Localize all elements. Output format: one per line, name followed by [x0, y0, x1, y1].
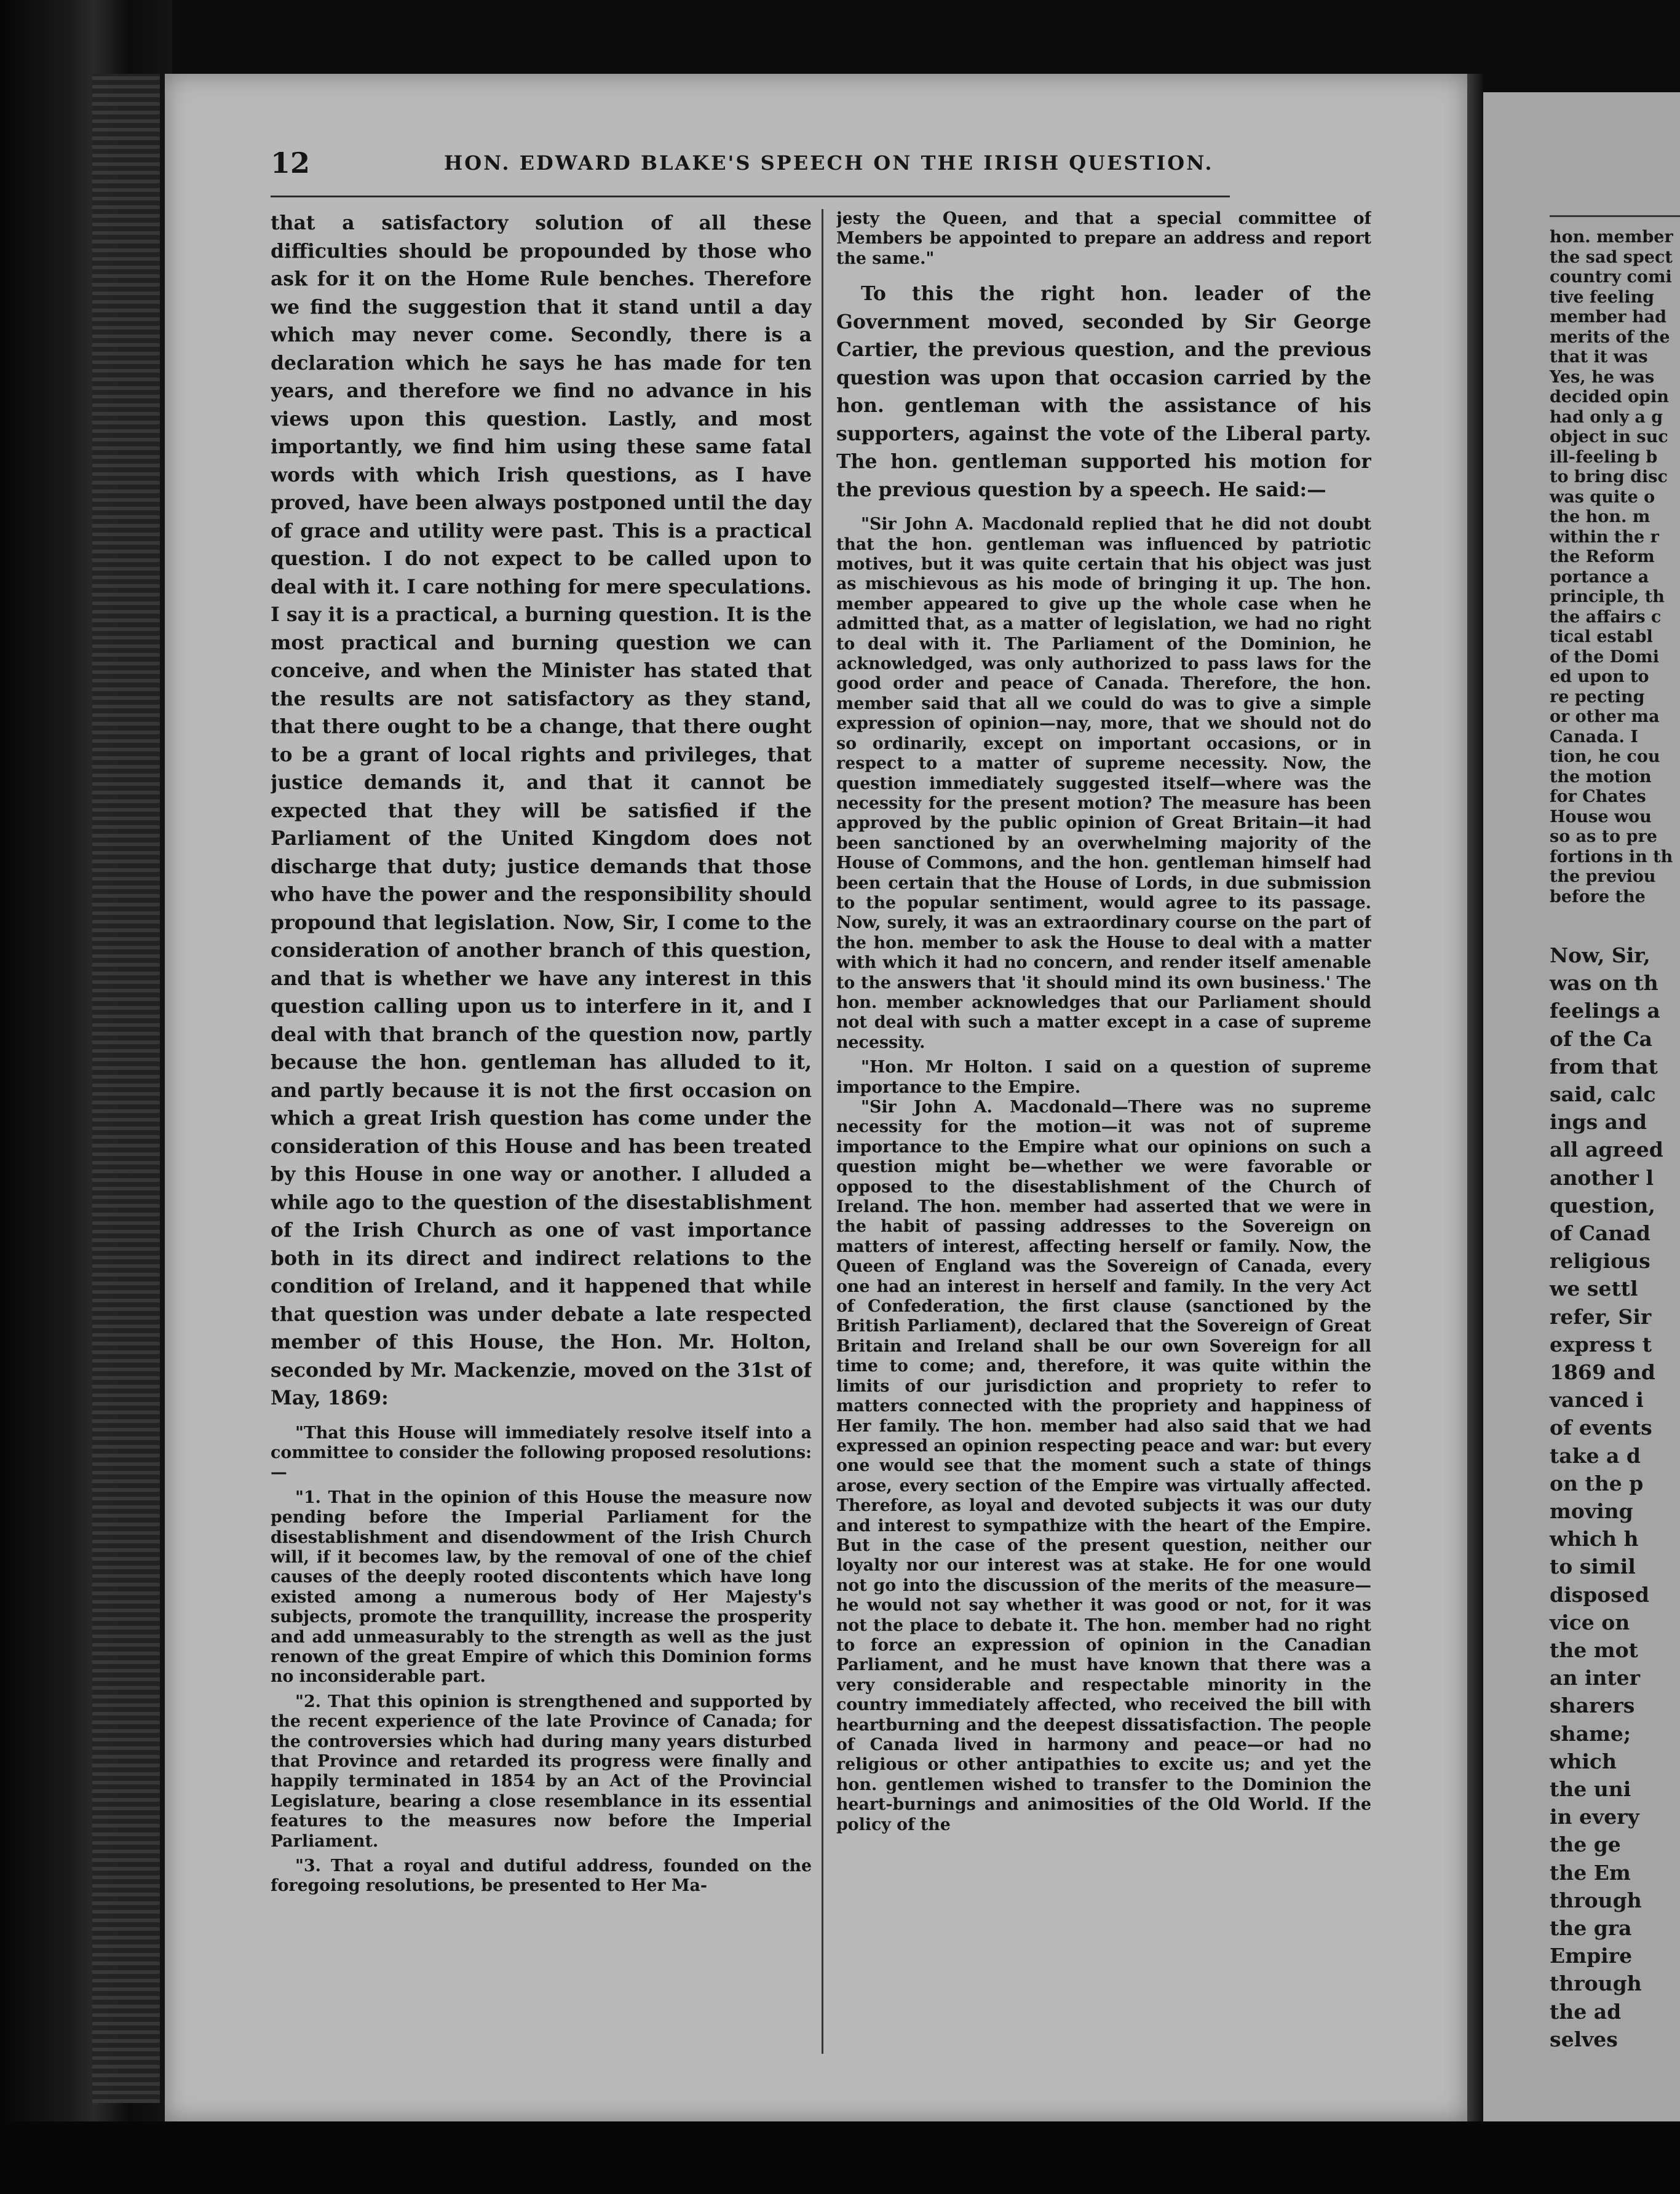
resolution-preamble: "That this House will immediately resolve itself into a committee to consider the following proposed resolutions:—: [271, 1423, 812, 1483]
right-page-line: said, calc: [1550, 1082, 1656, 1106]
right-page-line: the ge: [1550, 1832, 1621, 1857]
right-page-line: principle, th: [1550, 587, 1665, 606]
book-binding: [92, 74, 160, 2103]
resolution-3-continued: jesty the Queen, and that a special committee of Members be appointed to prepare an address and report the same.": [836, 209, 1371, 268]
right-page-line: re pecting: [1550, 687, 1645, 707]
right-page-line: express t: [1550, 1332, 1652, 1356]
header-rule: [271, 196, 1230, 197]
right-page-line: hon. member: [1550, 228, 1673, 247]
right-page-line: the motion: [1550, 767, 1652, 786]
right-page-line: within the r: [1550, 527, 1659, 547]
right-page-line: of the Domi: [1550, 647, 1659, 667]
right-page-line: House wou: [1550, 807, 1652, 826]
right-page-line: religious: [1550, 1249, 1650, 1273]
right-page-line: the uni: [1550, 1777, 1631, 1801]
right-page-line: moving: [1550, 1499, 1633, 1523]
page-gutter: [1467, 74, 1483, 2121]
right-page-line: refer, Sir: [1550, 1304, 1652, 1329]
right-page-line: the gra: [1550, 1916, 1632, 1940]
left-column: [271, 209, 812, 2054]
right-page-line: vanced i: [1550, 1388, 1644, 1412]
right-page-line: of events: [1550, 1416, 1652, 1440]
right-page-line: portance a: [1550, 567, 1649, 587]
right-page-line: which: [1550, 1749, 1617, 1773]
middle-column: [836, 209, 1371, 2066]
right-page-line: ed upon to: [1550, 667, 1649, 686]
right-page-line: from that: [1550, 1054, 1658, 1079]
right-page-line: feelings a: [1550, 999, 1660, 1023]
right-page-line: tion, he cou: [1550, 747, 1660, 766]
right-page-line: had only a g: [1550, 407, 1663, 427]
macdonald-quote-2: "Sir John A. Macdonald—There was no supreme necessity for the motion—it was not of supreme importance to the Empire what our opinions on such a question might be—whether we were favorable or opposed to the disestablishment of the Church of Ireland. The hon. member had asserted that we were in the habit of passing addresses to the Sovereign on matters of interest, affecting herself or family. Now, the Queen of England was the Sovereign of Canada, every one had an interest in herself and family. In the very Act of Confederation, the first clause (sanctioned by the British Parliament), declared that the Sovereign of Great Britain and Ireland shall be our own Sovereign for all time to come; and, therefore, it was quite within the limits of our jurisdiction and propriety to refer to matters connected with the propriety and happiness of Her family. The hon. member had also said that we had expressed an opinion respecting peace and war: but every one would see that the moment such a state of things arose, every section of the Empire was virtually affected. Therefore, as loyal and devoted subjects it was our duty and interest to sympathize with the heart of the Empire. But in the case of the present question, neither our loyalty nor our interest was at stake. He for one would not go into the discussion of the merits of the measure—he would not say whether it was good or not, for it was not the place to debate it. The hon. member had no right to force an expression of opinion in the Canadian Parliament, and he must have known that there was a very considerable and respectable minority in the country immediately affected, who received the bill with heartburning and the deepest dissatisfaction. The people of Canada lived in harmony and peace—or had no religious or other antipathies to excite us; and yet the hon. gentlemen wished to transfer to the Dominion the heart-burnings and animosities of the Old World. If the policy of the: [836, 1098, 1371, 1834]
right-page-line: of Canad: [1550, 1221, 1650, 1245]
right-page-line: to bring disc: [1550, 467, 1668, 486]
right-page-line: country comi: [1550, 267, 1672, 287]
right-page-line: was on th: [1550, 971, 1658, 996]
right-page-line: the Reform: [1550, 547, 1655, 566]
resolution-2: "2. That this opinion is strengthened and supported by the recent experience of the late Province of Canada; for the controversies which had during many years disturbed that Province and retarded its progress were finally and happily terminated in 1854 by an Act of the Provincial Legislature, bearing a close resemblance in its essential features to the measures now before the Imperial Parliament.: [271, 1692, 812, 1851]
right-page-line: or other ma: [1550, 707, 1660, 726]
right-page-line: was quite o: [1550, 487, 1655, 507]
right-page-line: through: [1550, 1971, 1642, 1996]
right-page-line: member had: [1550, 307, 1667, 327]
right-page-line: through: [1550, 1888, 1642, 1912]
body-paragraph: To this the right hon. leader of the Government moved, seconded by Sir George Cartier, the previous question, and the previous question was upon that occasion carried by the hon. gentleman with the assistance of his supporters, against the vote of the Liberal party. The hon. gentleman supported his motion for the previous question by a speech. He said:—: [836, 282, 1371, 501]
right-page-line: decided opin: [1550, 387, 1669, 406]
right-page-line: 1869 and: [1550, 1360, 1655, 1384]
right-page-line: we settl: [1550, 1277, 1638, 1301]
right-page-rule: [1550, 215, 1680, 217]
column-divider: [822, 209, 823, 2054]
right-page-line: Yes, he was: [1550, 367, 1655, 387]
right-page-line: sharers: [1550, 1693, 1635, 1718]
right-page-line: Canada. I: [1550, 727, 1638, 747]
right-page-line: Empire: [1550, 1944, 1633, 1968]
body-paragraph: that a satisfactory solution of all these difficulties should be propounded by those who ask for it on the Home Rule benches. Therefore we find the suggestion that it stand until a day which may never come. Secondly, there is a declaration which he says he has made for ten years, and therefore we find no advance in his views upon this question. Lastly, and most importantly, we find him using these same fatal words with which Irish questions, as I have proved, have been always postponed until the day of grace and utility were past. This is a practical question. I do not expect to be called upon to deal with it. I care nothing for mere speculations. I say it is a practical, a burning question. It is the most practical and burning question we can conceive, and when the Minister has stated that the results are not satisfactory as they stand, that there ought to be a change, that there ought to be a grant of local rights and privileges, that justice demands it, and that it cannot be expected that they will be satisfied if the Parliament of the United Kingdom does not discharge that duty; justice demands that those who have the power and the responsibility should propound that legislation. Now, Sir, I come to the consideration of another branch of this question, and that is whether we have any interest in this question calling upon us to interfere in it, and I deal with that branch of the question now, partly because the hon. gentleman has alluded to it, and partly because it is not the first occasion on which a great Irish question has come under the consideration of this House and has been treated by this House in one way or another. I alluded a while ago to the question of the disestablishment of the Irish Church as one of vast importance both in its direct and indirect relations to the condition of Ireland, and it happened that while that question was under debate a late respected member of this House, the Hon. Mr. Holton, seconded by Mr. Mackenzie, moved on the 31st of May, 1869:: [271, 212, 812, 1409]
page-header: [271, 138, 1230, 188]
right-page-line: the mot: [1550, 1638, 1638, 1662]
right-page-line: disposed: [1550, 1582, 1649, 1607]
right-page-line: all agreed: [1550, 1138, 1663, 1162]
page-number: 12: [271, 146, 311, 180]
right-page-line: the ad: [1550, 1999, 1622, 2024]
right-page-line: ill-feeling b: [1550, 447, 1658, 467]
right-page-line: take a d: [1550, 1443, 1641, 1468]
film-edge-bottom: [0, 2121, 1680, 2194]
right-page-line: another l: [1550, 1165, 1654, 1190]
right-page-line: question,: [1550, 1193, 1655, 1218]
right-page-line: vice on: [1550, 1610, 1630, 1634]
resolution-1: "1. That in the opinion of this House the measure now pending before the Imperial Parliament for the disestablishment and disendowment of the Irish Church will, if it becomes law, by the removal of one of the chief causes of the deeply rooted discontents which have long existed among a numerous body of Her Majesty's subjects, promote the tranquillity, increase the prosperity and add unmeasurably to the strength as well as the just renown of the great Empire of which this Dominion forms no inconsiderable part.: [271, 1487, 812, 1687]
right-page-line: which h: [1550, 1527, 1639, 1551]
right-page-line: shame;: [1550, 1721, 1631, 1746]
resolution-3: "3. That a royal and dutiful address, founded on the foregoing resolutions, be presented to Her Ma-: [271, 1856, 812, 1896]
right-page-line: the Em: [1550, 1860, 1631, 1885]
right-page-line: the sad spect: [1550, 247, 1673, 267]
right-page-line: selves: [1550, 2027, 1618, 2051]
right-page-line: so as to pre: [1550, 827, 1657, 846]
right-page-line: to simil: [1550, 1554, 1636, 1579]
right-page-line: Now, Sir,: [1550, 943, 1650, 967]
right-page-line: that it was: [1550, 347, 1648, 366]
running-head: HON. EDWARD BLAKE'S SPEECH ON THE IRISH QUESTION.: [444, 151, 1214, 175]
right-page-line: the previou: [1550, 867, 1656, 886]
right-page-line: before the: [1550, 887, 1646, 906]
right-page-line: tive feeling: [1550, 287, 1654, 307]
right-page-line: the affairs c: [1550, 607, 1662, 627]
holton-quote: "Hon. Mr Holton. I said on a question of supreme importance to the Empire.: [836, 1058, 1371, 1097]
right-page-line: ings and: [1550, 1110, 1647, 1135]
right-page-line: object in suc: [1550, 427, 1668, 446]
right-page-line: merits of the: [1550, 327, 1670, 347]
right-page-line: on the p: [1550, 1471, 1644, 1495]
right-page-line: of the Ca: [1550, 1026, 1653, 1051]
right-page-line: the hon. m: [1550, 507, 1650, 526]
right-page-line: in every: [1550, 1805, 1639, 1829]
macdonald-quote: "Sir John A. Macdonald replied that he did not doubt that the hon. gentleman was influenced by patriotic motives, but it was quite certain that his object was just as mischievous as his mode of bringing it up. The hon. member appeared to give up the whole case when he admitted that, as a matter of legislation, we had no right to deal with it. The Parliament of the Dominion, he acknowledged, was only authorized to pass laws for the good order and peace of Canada. Therefore, the hon. member said that all we could do was to give a simple expression of opinion—nay, more, that we should not do so ordinarily, except on important occasions, or in respect to a matter of supreme necessity. Now, the question immediately suggested itself—where was the necessity for the present motion? The measure has been approved by the public opinion of Great Britain—it had been sanctioned by an overwhelming majority of the House of Commons, and the hon. gentleman himself had been certain that the House of Lords, in due submission to the popular sentiment, would agree to its passage. Now, surely, it was an extraordinary course on the part of the hon. member to ask the House to deal with a matter with which it had no concern, and render itself amenable to the answers that 'it should mind its own business.' The hon. member acknowledges that our Parliament should not deal with such a matter except in a case of supreme necessity.: [836, 515, 1371, 1052]
right-page-line: tical establ: [1550, 627, 1653, 646]
right-page-line: fortions in th: [1550, 847, 1673, 866]
right-page-line: an inter: [1550, 1666, 1641, 1690]
right-page-line: for Chates: [1550, 787, 1646, 806]
